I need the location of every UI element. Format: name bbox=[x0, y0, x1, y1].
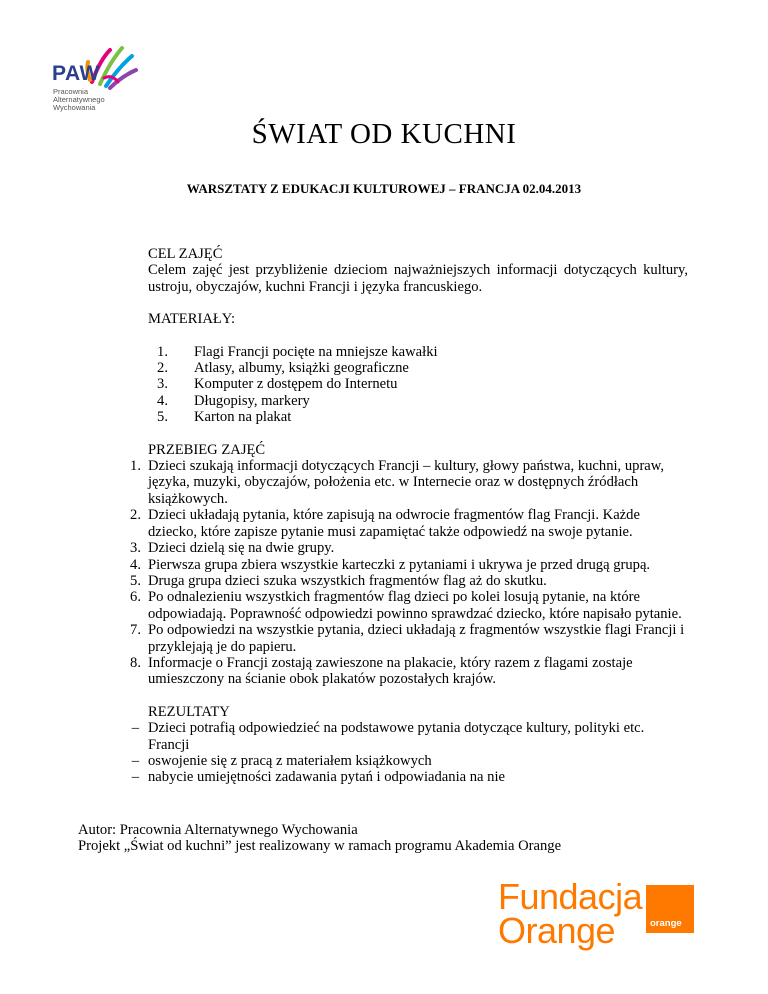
document-body bbox=[130, 246, 688, 786]
author-line: Autor: Pracownia Alternatywnego Wychowania bbox=[78, 822, 358, 838]
list-item: 3. Komputer z dostępem do Internetu bbox=[157, 376, 398, 393]
list-item: 3. Dzieci dzielą się na dwie grupy. bbox=[130, 540, 335, 557]
list-item: 1. Dzieci szukają informacji dotyczących Francji – kultury, głowy państwa, kuchni, upraw, języka, muzyki, obyczajów, położenia etc. w Internecie oraz w dostępnych źródłach książkowych. bbox=[130, 458, 665, 507]
goal-text: Celem zajęć jest przybliżenie dzieciom najważniejszych informacji dotyczących kultury, ustroju, obyczajów, kuchni Francji i języka francuskiego. bbox=[148, 262, 688, 295]
wordmark-line: Orange bbox=[498, 910, 616, 951]
list-item: 4. Długopisy, markery bbox=[157, 392, 310, 409]
list-item: 2. Dzieci układają pytania, które zapisują na odwrocie fragmentów flag Francji. Każde dziecko, które zapisze pytanie musi zapamiętać także odpowiedź na swoje pytanie. bbox=[130, 507, 640, 540]
list-item: 2. Atlasy, albumy, książki geograficzne bbox=[157, 360, 409, 377]
project-line: Projekt „Świat od kuchni” jest realizowany w ramach programu Akademia Orange bbox=[78, 838, 562, 855]
list-item: – nabycie umiejętności zadawania pytań i odpowiadania na nie bbox=[131, 769, 506, 786]
list-item: 5. Druga grupa dzieci szuka wszystkich fragmentów flag aż do skutku. bbox=[130, 572, 547, 589]
results-list bbox=[125, 720, 688, 786]
materials-list bbox=[157, 343, 688, 426]
document-subtitle: WARSZTATY Z EDUKACJI KULTUROWEJ – FRANCJA 02.04.2013 bbox=[186, 181, 582, 196]
list-item: – oswojenie się z pracą z materiałem książkowych bbox=[131, 752, 432, 769]
logo-sub-line: Pracownia bbox=[53, 87, 89, 96]
course-list bbox=[125, 458, 688, 688]
footer bbox=[78, 822, 561, 855]
list-item: 1. Flagi Francji pocięte na mniejsze kawałki bbox=[157, 343, 438, 360]
materials-heading: MATERIAŁY: bbox=[148, 311, 236, 328]
wordmark-line: Fundacja bbox=[498, 876, 643, 917]
paw-logo bbox=[52, 42, 142, 122]
course-heading: PRZEBIEG ZAJĘĆ bbox=[148, 441, 266, 458]
results-heading: REZULTATY bbox=[148, 703, 230, 720]
list-item: 7. Po odpowiedzi na wszystkie pytania, dzieci układają z fragmentów wszystkie flagi Francji i przyklejają je do papieru. bbox=[130, 622, 685, 655]
logo-subtitle bbox=[53, 88, 105, 112]
logo-word: PAW bbox=[52, 62, 100, 85]
logo-sub-line: Alternatywnego bbox=[53, 95, 105, 104]
list-item: – Dzieci potrafią odpowiedzieć na podstawowe pytania dotyczące kultury, polityki etc. Francji bbox=[131, 720, 645, 753]
list-item: 4. Pierwsza grupa zbiera wszystkie karteczki z pytaniami i ukrywa je przed drugą grupą. bbox=[130, 556, 651, 573]
logo-sub-line: Wychowania bbox=[53, 103, 96, 112]
list-item: 6. Po odnalezieniu wszystkich fragmentów flag dzieci po kolei losują pytanie, na które odpowiadają. Poprawność odpowiedzi powinno sprawdzać dziecko, które napisało pytanie. bbox=[130, 589, 682, 622]
list-item: 8. Informacje o Francji zostają zawieszone na plakacie, który razem z flagami zostaje umieszczony na ścianie obok plakatów pozostałych krajów. bbox=[130, 654, 633, 688]
list-item: 5. Karton na plakat bbox=[157, 409, 292, 426]
fundacja-orange-wordmark bbox=[498, 876, 643, 951]
document-title: ŚWIAT OD KUCHNI bbox=[251, 118, 517, 150]
orange-logo-label: orange bbox=[650, 918, 682, 929]
orange-logo-box bbox=[646, 885, 694, 933]
goal-heading: CEL ZAJĘĆ bbox=[148, 246, 223, 262]
